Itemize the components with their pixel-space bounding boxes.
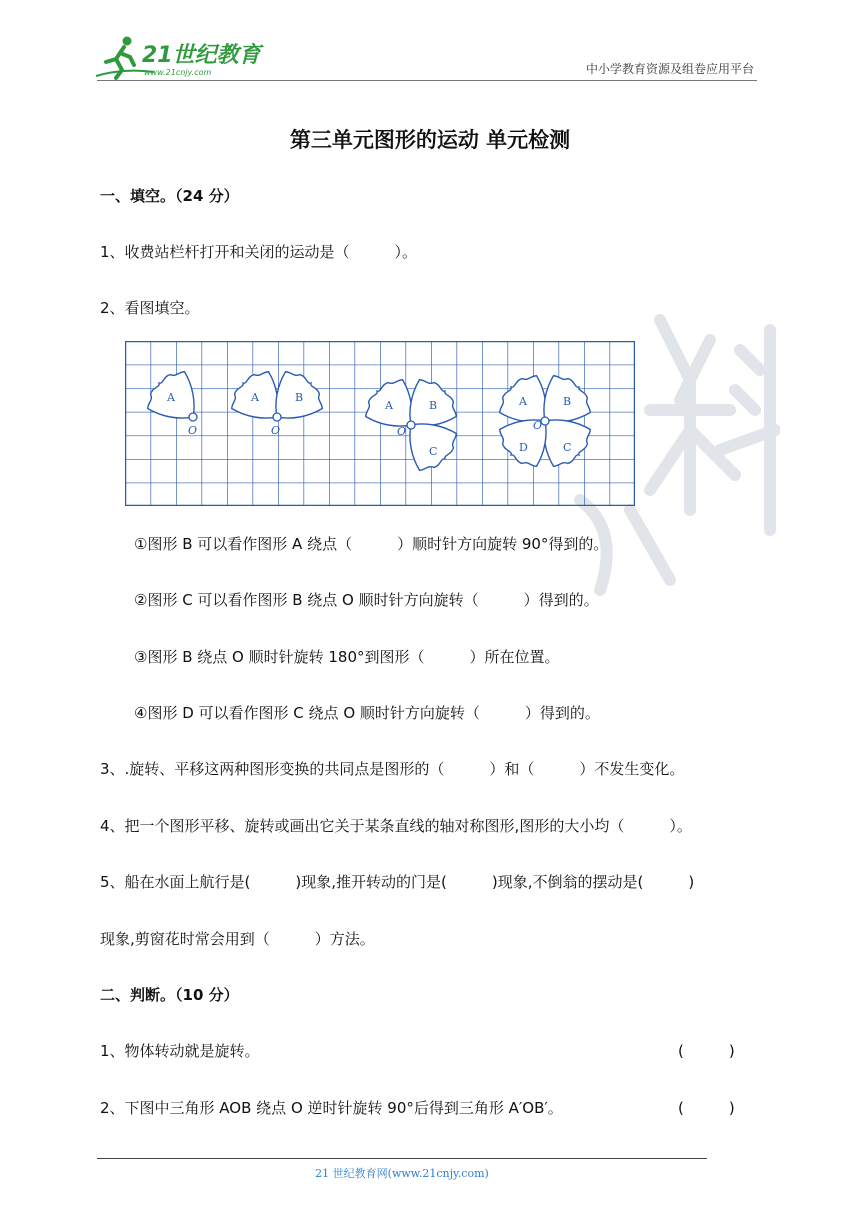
label-c: C — [429, 445, 438, 458]
label-a: A — [251, 391, 259, 404]
page-title: 第三单元图形的运动 单元检测 — [289, 128, 571, 152]
label-c: C — [563, 441, 572, 454]
label-d: D — [519, 441, 528, 454]
question-1-5-line2: 现象,剪窗花时常会用到（ ）方法。 — [100, 930, 375, 948]
rotation-figure — [125, 341, 635, 506]
label-a: A — [519, 395, 527, 408]
question-1-2: 2、看图填空。 — [100, 299, 200, 317]
header-right-text: 中小学教育资源及组卷应用平台 — [585, 62, 754, 76]
question-1-3: 3、.旋转、平移这两种图形变换的共同点是图形的（ ）和（ ）不发生变化。 — [100, 760, 685, 778]
label-a: A — [385, 399, 393, 412]
label-a: A — [167, 391, 175, 404]
question-1-5-line1: 5、船在水面上航行是( )现象,推开转动的门是( )现象,不倒翁的摆动是( ) — [100, 873, 695, 891]
label-b: B — [295, 391, 304, 404]
sub-question-4: ④图形 D 可以看作图形 C 绕点 O 顺时针方向旋转（ ）得到的。 — [134, 704, 600, 722]
label-b: B — [429, 399, 438, 412]
answer-paren-2-1: ( ) — [678, 1042, 735, 1060]
footer-divider — [97, 1158, 707, 1159]
question-1-1: 1、收费站栏杆打开和关闭的运动是（ ）。 — [100, 243, 418, 261]
question-1-4: 4、把一个图形平移、旋转或画出它关于某条直线的轴对称图形,图形的大小均（ ）。 — [100, 817, 692, 835]
footer-text: 21 世纪教育网(www.21cnjy.com) — [315, 1167, 489, 1180]
sub-question-3: ③图形 B 绕点 O 顺时针旋转 180°到图形（ ）所在位置。 — [134, 648, 560, 666]
logo — [94, 32, 264, 80]
label-o: O — [397, 425, 407, 438]
question-2-2: 2、下图中三角形 AOB 绕点 O 逆时针旋转 90°后得到三角形 A′OB′。 — [100, 1099, 563, 1117]
question-2-1: 1、物体转动就是旋转。 — [100, 1042, 260, 1060]
header-divider — [97, 80, 757, 81]
answer-paren-2-2: ( ) — [678, 1099, 735, 1117]
logo-url: www.21cnjy.com — [144, 68, 212, 77]
sub-question-2: ②图形 C 可以看作图形 B 绕点 O 顺时针方向旋转（ ）得到的。 — [134, 591, 599, 609]
label-o: O — [188, 424, 198, 437]
sub-question-1: ①图形 B 可以看作图形 A 绕点（ ）顺时针方向旋转 90°得到的。 — [134, 535, 609, 553]
logo-text: 21世纪教育 — [142, 43, 261, 68]
label-b: B — [563, 395, 572, 408]
label-o: O — [271, 424, 281, 437]
section-heading-fill-in: 一、填空。（24 分） — [100, 187, 239, 205]
label-o: O — [533, 419, 543, 432]
section-heading-judge: 二、判断。（10 分） — [100, 986, 239, 1004]
